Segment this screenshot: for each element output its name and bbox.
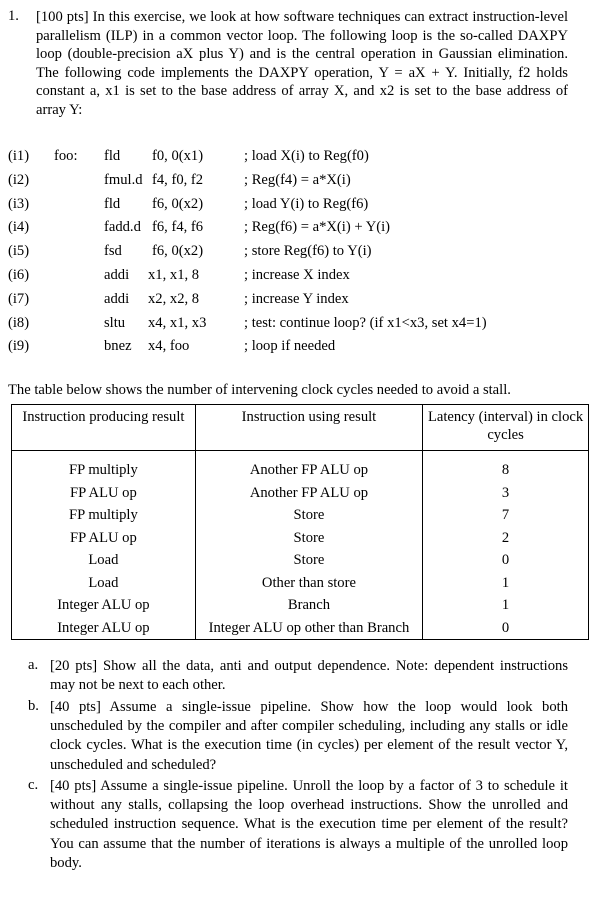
table-cell: 1 (423, 572, 589, 595)
code-line (8, 146, 568, 166)
table-cell: FP ALU op (12, 482, 196, 505)
code-comment: ; test: continue loop? (if x1<x3, set x4=1) (244, 314, 487, 331)
code-line (8, 241, 568, 261)
code-line (8, 194, 568, 214)
operands: x4, x1, x3 (148, 314, 207, 331)
table-row (12, 527, 589, 550)
operands: f6, 0(x2) (152, 195, 204, 212)
table-cell: Store (195, 504, 422, 527)
sub-question-letter: a. (28, 657, 39, 673)
table-cell: Store (195, 527, 422, 550)
code-line (8, 170, 568, 190)
instruction-id: (i2) (8, 171, 30, 188)
opcode: fld (104, 195, 121, 212)
table-cell: 3 (423, 482, 589, 505)
operands: x2, x2, 8 (148, 290, 200, 307)
table-cell: 0 (423, 617, 589, 640)
table-cell: 8 (423, 457, 589, 482)
table-cell: FP ALU op (12, 527, 196, 550)
sub-question-text: [20 pts] Show all the data, anti and output dependence. Note: dependent instructions may not be next to each other. (50, 658, 568, 694)
opcode: fsd (104, 243, 122, 260)
table-row (12, 594, 589, 617)
latency-table (11, 404, 589, 640)
table-cell: 7 (423, 504, 589, 527)
code-line (8, 313, 568, 333)
table-row (12, 504, 589, 527)
code-comment: ; increase X index (244, 267, 350, 283)
sub-question-letter: b. (28, 698, 39, 714)
code-comment: ; increase Y index (244, 290, 349, 307)
table-cell: Store (195, 549, 422, 572)
sub-question-text: [40 pts] Assume a single-issue pipeline. Show how the loop would look both unscheduled by the compiler and after compiler scheduling, including any stalls or idle clock cycles. What is the execution time (in cycles) per element of the result vector Y, unscheduled and scheduled? (50, 699, 568, 773)
operands: x1, x1, 8 (148, 267, 200, 283)
code-line (8, 217, 568, 237)
code-comment: ; load Y(i) to Reg(f6) (244, 195, 369, 212)
instruction-id: (i6) (8, 267, 30, 283)
table-cell: FP multiply (12, 504, 196, 527)
code-comment: ; loop if needed (244, 338, 336, 355)
opcode: addi (104, 267, 130, 283)
sub-question-text: [40 pts] Assume a single-issue pipeline. Unroll the loop by a factor of 3 to schedule it without any stalls, collapsing the loop overhead instructions. Show the unrolled and scheduled instruction sequence. What is the execution time per element of the result? You can assume that the number of iterations is always a multiple of the unrolled loop body. (50, 778, 568, 871)
sub-question-letter: c. (28, 777, 39, 793)
operands: f6, f4, f6 (152, 219, 204, 236)
operands: f6, 0(x2) (152, 243, 204, 260)
operands: f0, 0(x1) (152, 148, 204, 164)
operands: x4, foo (148, 338, 190, 355)
instruction-id: (i1) (8, 148, 30, 164)
instruction-id: (i7) (8, 290, 30, 307)
instruction-id: (i3) (8, 195, 30, 212)
instruction-id: (i8) (8, 314, 30, 331)
table-cell: Load (12, 572, 196, 595)
code-line (8, 336, 568, 356)
code-comment: ; Reg(f6) = a*X(i) + Y(i) (244, 219, 391, 236)
table-row (12, 482, 589, 505)
column-header: Instruction producing result (12, 405, 196, 451)
code-comment: ; Reg(f4) = a*X(i) (244, 171, 351, 188)
table-cell: FP multiply (12, 457, 196, 482)
operands: f4, f0, f2 (152, 171, 204, 188)
code-comment: ; store Reg(f6) to Y(i) (244, 243, 372, 260)
table-row (12, 572, 589, 595)
column-header: Instruction using result (195, 405, 422, 451)
opcode: fmul.d (104, 171, 143, 188)
opcode: bnez (104, 338, 132, 355)
table-row (12, 457, 589, 482)
table-header-row (12, 405, 589, 451)
code-line (8, 289, 568, 309)
code-line (8, 265, 568, 285)
table-cell: Another FP ALU op (195, 457, 422, 482)
table-cell: Integer ALU op (12, 594, 196, 617)
opcode: fld (104, 148, 121, 164)
table-cell: 2 (423, 527, 589, 550)
table-cell: Integer ALU op (12, 617, 196, 640)
opcode: sltu (104, 314, 126, 331)
table-cell: 0 (423, 549, 589, 572)
column-header: Latency (interval) in clock cycles (423, 405, 589, 451)
table-intro: The table below shows the number of intervening clock cycles needed to avoid a stall. (8, 382, 511, 398)
opcode: addi (104, 290, 130, 307)
instruction-id: (i5) (8, 243, 30, 260)
table-cell: Other than store (195, 572, 422, 595)
table-cell: Branch (195, 594, 422, 617)
question-number: 1. (8, 8, 19, 24)
table-cell: 1 (423, 594, 589, 617)
table-cell: Load (12, 549, 196, 572)
table-row (12, 549, 589, 572)
question-text: [100 pts] In this exercise, we look at how software techniques can extract instruction-level parallelism (ILP) in a common vector loop. The following loop is the so-called DAXPY loop (double-precision aX plus Y) and is the central operation in Gaussian elimination. The following code implements the DAXPY operation, Y = aX + Y. Initially, f2 holds constant a, x1 is set to the base address of array X, and x2 is set to the base address of array Y: (36, 9, 568, 118)
code-comment: ; load X(i) to Reg(f0) (244, 148, 369, 164)
table-row (12, 617, 589, 640)
table-cell: Another FP ALU op (195, 482, 422, 505)
instruction-id: (i4) (8, 219, 30, 236)
instruction-id: (i9) (8, 338, 30, 355)
code-label: foo: (54, 148, 78, 164)
table-cell: Integer ALU op other than Branch (195, 617, 422, 640)
opcode: fadd.d (104, 219, 141, 236)
